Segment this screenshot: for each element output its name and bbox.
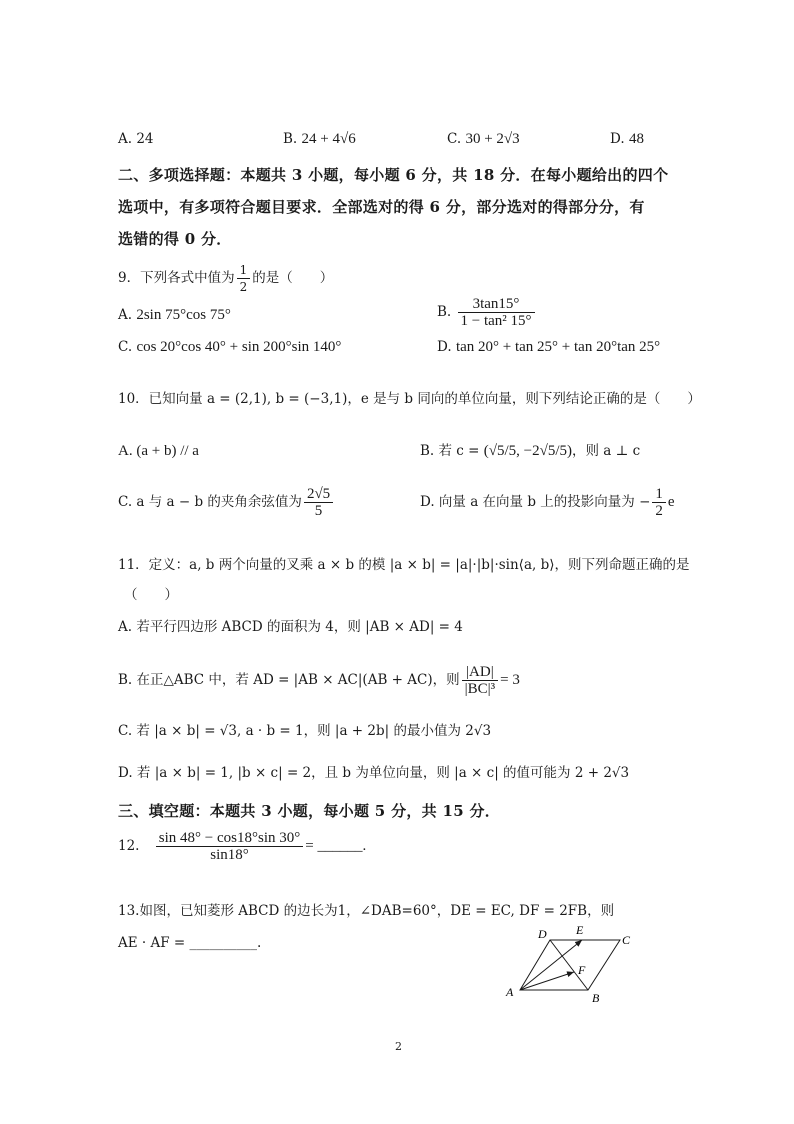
q10-option-b: B. 若 c = (√5/5, −2√5/5)，则 a ⊥ c bbox=[420, 443, 641, 459]
q11-option-c: C. 若 |a × b| = √3, a · b = 1，则 |a + 2b| 的最小值为 2√3 bbox=[118, 723, 492, 739]
q10-option-c: C. a 与 a − b 的夹角余弦值为 $\frac{2√5}{5}$ bbox=[118, 486, 335, 519]
q8-option-a: A. 24 bbox=[118, 131, 154, 147]
q13-line2: AE · AF = __________. bbox=[118, 935, 262, 951]
q9-option-c: C. cos 20°cos 40° + sin 200°sin 140° bbox=[118, 339, 342, 355]
q9-option-a: A. 2sin 75°cos 75° bbox=[118, 307, 231, 323]
label-e: E bbox=[576, 923, 584, 937]
q12: 12. $\frac{\sin 48^\circ - \cos 18^\circ\sin 30^\circ}{\sin 18^\circ}$ = ______. bbox=[118, 830, 367, 863]
q13-line1: 13.如图，已知菱形 ABCD 的边长为1，∠DAB=60°，DE = EC, DF = 2FB，则 bbox=[118, 903, 615, 919]
rhombus-figure bbox=[500, 920, 640, 1010]
q10-stem: 10．已知向量 a = (2,1), b = (−3,1)，e 是与 b 同向的单位向量，则下列结论正确的是（ ） bbox=[118, 391, 701, 407]
section3-heading: 三、填空题：本题共 3 小题，每小题 5 分，共 15 分． bbox=[118, 802, 501, 820]
label-f: F bbox=[578, 963, 586, 977]
page-number: 2 bbox=[395, 1040, 402, 1053]
q11-stem: 11．定义：a, b 两个向量的叉乘 a × b 的模 |a × b| = |a|·|b|·sin⟨a, b⟩，则下列命题正确的是 bbox=[118, 557, 690, 573]
q10-option-d: D. 向量 a 在向量 b 上的投影向量为 − $\frac{1}{2}$ e bbox=[420, 486, 675, 519]
q9-stem: 9．下列各式中值为 $\frac{1}{2}$ 的是（ ） bbox=[118, 263, 334, 294]
label-b: B bbox=[592, 991, 600, 1005]
q9-option-d: D. tan 20° + tan 25° + tan 20°tan 25° bbox=[437, 339, 661, 355]
label-c: C bbox=[622, 933, 631, 947]
q9-option-b: B. $\frac{3\tan 15^\circ}{\text{1 − tan² 15°}}$ bbox=[437, 296, 537, 329]
section2-line1: 二、多项选择题：本题共 3 小题，每小题 6 分，共 18 分．在每小题给出的四个 bbox=[118, 166, 669, 184]
q8-option-b: B. 24 + 4√6 bbox=[283, 131, 356, 147]
section2-line2: 选项中，有多项符合题目要求．全部选对的得 6 分，部分选对的得部分分，有 bbox=[118, 198, 645, 216]
q11-option-b: B. 在正△ABC 中，若 AD = |AB × AC|(AB + AC)，则 $\frac{|AD|}{\text{|BC|³}}$ = 3 bbox=[118, 664, 520, 697]
section2-line3: 选错的得 0 分． bbox=[118, 230, 232, 248]
q11-option-a: A. 若平行四边形 ABCD 的面积为 4，则 |AB × AD| = 4 bbox=[118, 619, 463, 635]
q11-paren: （ ） bbox=[124, 587, 178, 603]
label-a: A bbox=[506, 985, 514, 999]
q8-option-c: C. 30 + 2√3 bbox=[447, 131, 520, 147]
q11-option-d: D. 若 |a × b| = 1, |b × c| = 2，且 b 为单位向量，则 |a × c| 的值可能为 2 + 2√3 bbox=[118, 765, 630, 781]
rhombus-outline bbox=[520, 940, 620, 990]
q10-option-a: A. (a + b) // a bbox=[118, 443, 199, 459]
label-d: D bbox=[538, 927, 547, 941]
vector-af bbox=[520, 972, 574, 990]
vector-ae bbox=[520, 940, 582, 990]
q8-option-d: D. 48 bbox=[610, 131, 644, 147]
